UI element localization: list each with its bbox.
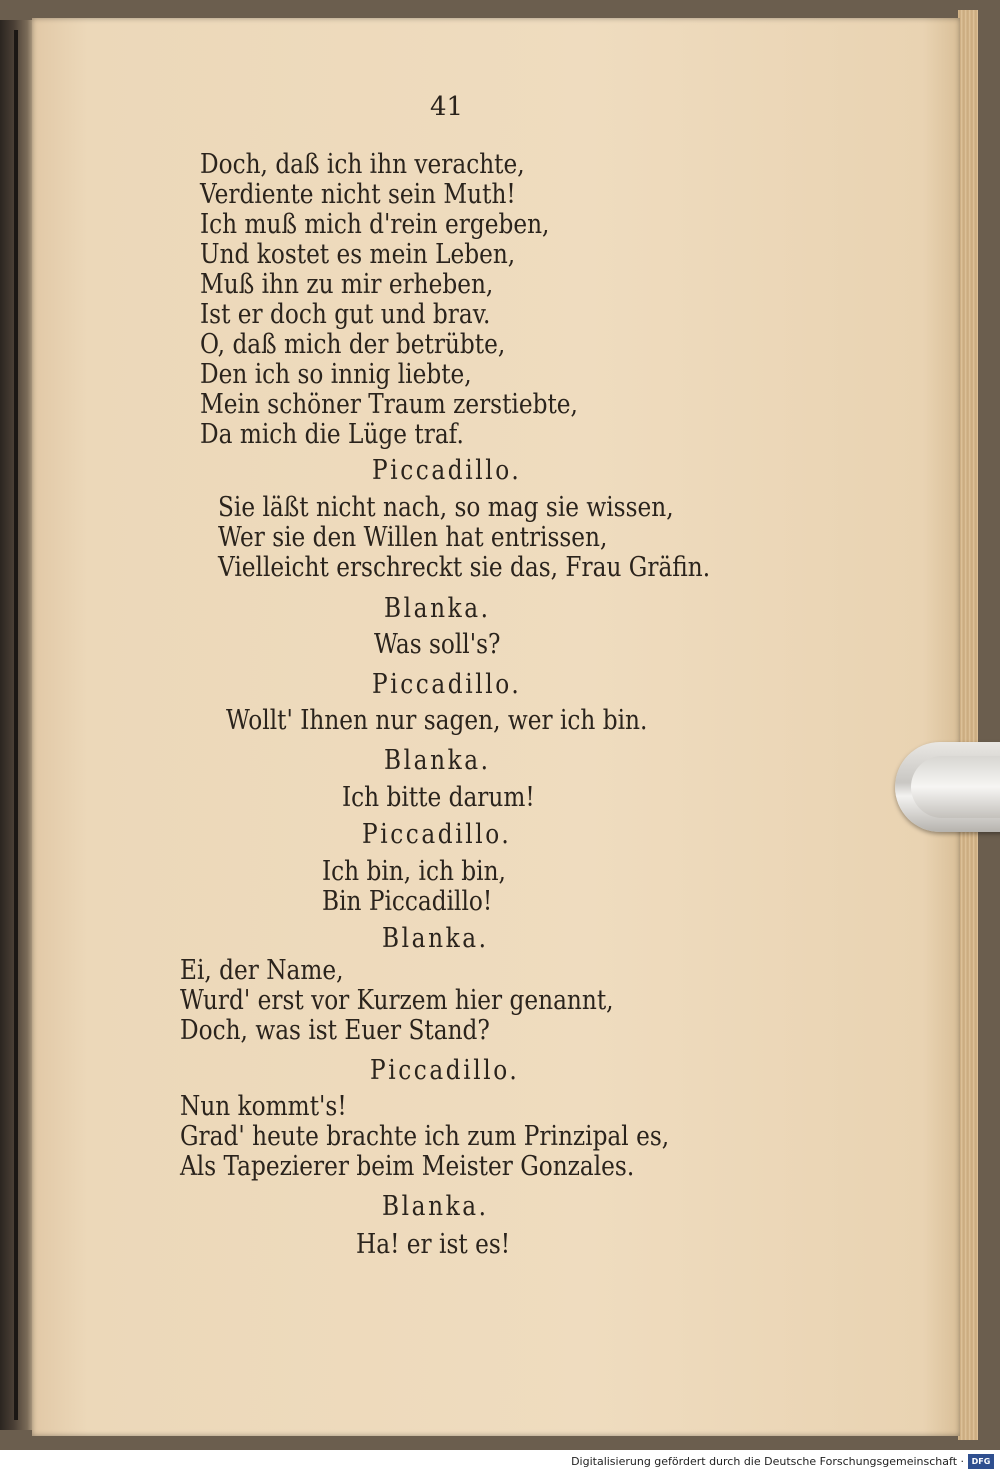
text-line: Mein schöner Traum zerstiebte,	[200, 389, 578, 420]
text-line: O, daß mich der betrübte,	[200, 329, 506, 360]
speaker-label: Piccadillo.	[370, 1055, 520, 1086]
text-line: Vielleicht erschreckt sie das, Frau Gräfin.	[218, 552, 711, 583]
text-line: Muß ihn zu mir erheben,	[200, 269, 494, 300]
text-line: Wer sie den Willen hat entrissen,	[218, 522, 608, 553]
speaker-label: Blanka.	[384, 745, 491, 776]
text-line: Ich bin, ich bin,	[322, 856, 506, 887]
text-line: Was soll's?	[374, 629, 501, 660]
speaker-label: Piccadillo.	[372, 455, 522, 486]
text-line: Wollt' Ihnen nur sagen, wer ich bin.	[226, 705, 648, 736]
text-line: Ich muß mich d'rein ergeben,	[200, 209, 550, 240]
speaker-label: Blanka.	[382, 1191, 489, 1222]
text-line: Ha! er ist es!	[356, 1229, 511, 1260]
speaker-label: Blanka.	[382, 923, 489, 954]
dfg-logo: DFG	[968, 1454, 994, 1469]
text-line: Doch, was ist Euer Stand?	[180, 1015, 490, 1046]
text-line: Verdiente nicht sein Muth!	[200, 179, 516, 210]
text-line: Bin Piccadillo!	[322, 886, 493, 917]
text-line: Da mich die Lüge traf.	[200, 419, 464, 450]
speaker-label: Blanka.	[384, 593, 491, 624]
text-line: Sie läßt nicht nach, so mag sie wissen,	[218, 492, 674, 523]
speaker-label: Piccadillo.	[372, 669, 522, 700]
text-line: Den ich so innig liebte,	[200, 359, 472, 390]
text-line: Wurd' erst vor Kurzem hier genannt,	[180, 985, 614, 1016]
text-line: Nun kommt's!	[180, 1091, 347, 1122]
text-line: Und kostet es mein Leben,	[200, 239, 516, 270]
text-line: Ei, der Name,	[180, 955, 344, 986]
speaker-label: Piccadillo.	[362, 819, 512, 850]
footer-bar	[0, 1450, 1000, 1475]
text-line: Als Tapezierer beim Meister Gonzales.	[180, 1151, 635, 1182]
funding-notice: Digitalisierung gefördert durch die Deutsche Forschungsgemeinschaft ·	[571, 1455, 964, 1468]
text-line: Doch, daß ich ihn verachte,	[200, 149, 525, 180]
text-line: Grad' heute brachte ich zum Prinzipal es,	[180, 1121, 670, 1152]
text-line: Ich bitte darum!	[342, 782, 535, 813]
text-line: Ist er doch gut und brav.	[200, 299, 491, 330]
page-number: 41	[430, 92, 464, 122]
